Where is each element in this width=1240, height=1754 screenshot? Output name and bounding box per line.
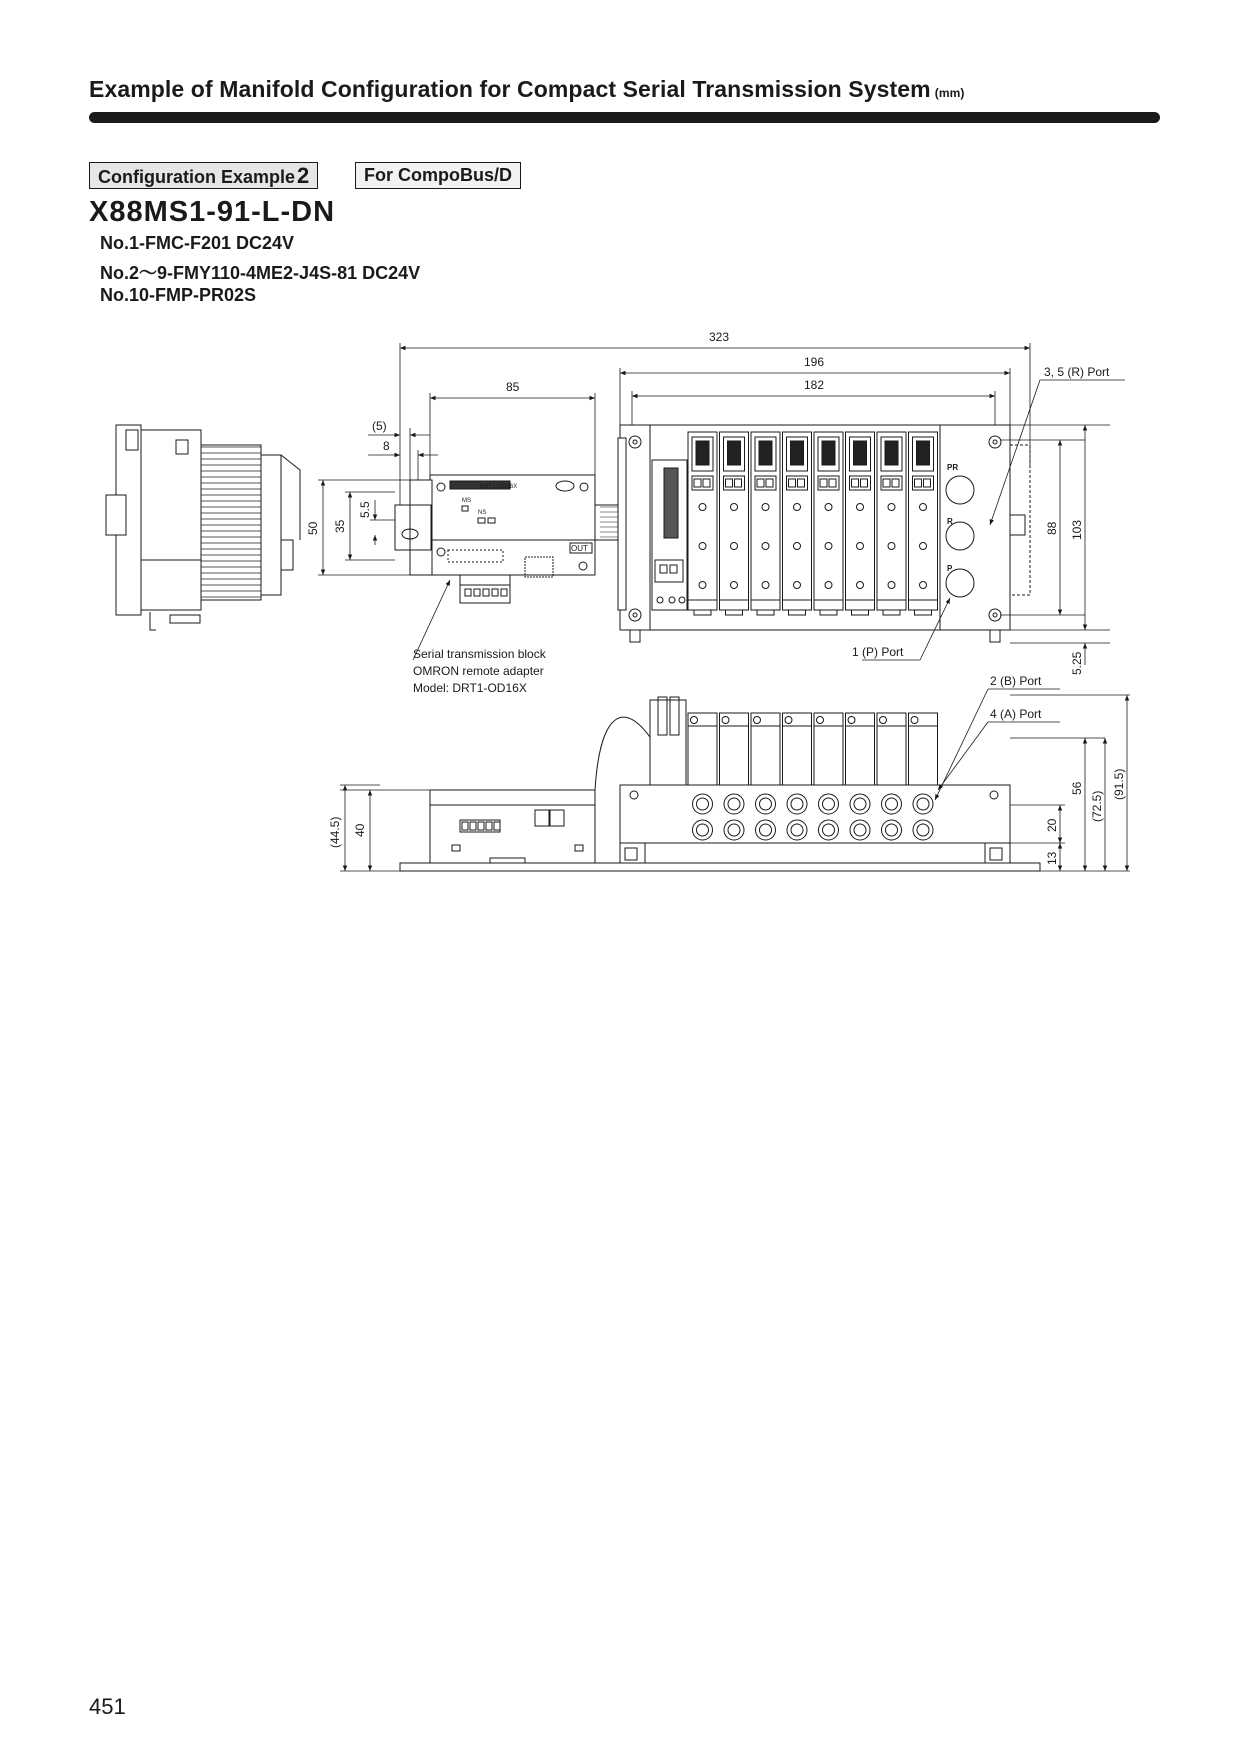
dim-50: 50 <box>306 521 320 535</box>
dim-56: 56 <box>1070 781 1084 795</box>
dim-5-paren: (5) <box>372 419 387 433</box>
page-title: Example of Manifold Configuration for Compact Serial Transmission System (mm) <box>89 76 965 102</box>
dim-91-5: (91.5) <box>1112 768 1126 800</box>
spec-line: No.10-FMP-PR02S <box>100 285 257 305</box>
config-example-tag: Configuration Example2 <box>89 162 318 189</box>
valve-station <box>751 432 780 615</box>
ms-label: MS <box>462 498 471 504</box>
dim-5-5: 5.5 <box>358 501 372 518</box>
p-port-label: P <box>947 564 953 573</box>
ns-label: NS <box>478 510 487 516</box>
unit-label: (mm) <box>934 86 965 100</box>
bus-type-tag: For CompoBus/D <box>355 162 521 189</box>
dim-323: 323 <box>709 330 730 344</box>
adapter-name: DRT1-OD16X <box>480 484 518 490</box>
port-p-label: 1 (P) Port <box>852 645 904 659</box>
dim-44-5: (44.5) <box>328 816 342 848</box>
callout-line-3: Model: DRT1-OD16X <box>413 681 527 695</box>
valve-station <box>783 432 812 615</box>
valve-station <box>688 432 717 615</box>
valve-station <box>720 432 749 615</box>
dim-103: 103 <box>1070 519 1084 540</box>
config-example-number: 2 <box>297 163 310 188</box>
front-view <box>400 697 1040 871</box>
out-label: OUT <box>571 544 588 553</box>
spec-line: No.2～9-FMY110-4ME2-J4S-81 DC24V <box>100 263 421 283</box>
valve-station <box>877 432 906 615</box>
valve-station <box>909 432 938 615</box>
page-number: 451 <box>89 1694 126 1719</box>
dim-88: 88 <box>1045 521 1059 535</box>
dim-196: 196 <box>804 355 825 369</box>
dim-13: 13 <box>1045 851 1059 865</box>
dim-72-5: (72.5) <box>1090 790 1104 822</box>
plan-view <box>395 425 1030 642</box>
dim-40: 40 <box>353 823 367 837</box>
dim-5-25: 5.25 <box>1070 651 1084 675</box>
spec-line: No.1-FMC-F201 DC24V <box>100 233 295 253</box>
model-number: X88MS1-91-L-DN <box>89 196 336 228</box>
r-port-label: R <box>947 517 953 526</box>
dim-8: 8 <box>383 439 390 453</box>
port-b-label: 2 (B) Port <box>990 674 1042 688</box>
port-a-label: 4 (A) Port <box>990 707 1042 721</box>
dim-182: 182 <box>804 378 825 392</box>
port-r-label: 3, 5 (R) Port <box>1044 365 1110 379</box>
dim-85: 85 <box>506 380 520 394</box>
dim-20: 20 <box>1045 818 1059 832</box>
side-view <box>106 425 300 630</box>
valve-station <box>814 432 843 615</box>
callout-line-1: Serial transmission block <box>413 647 546 661</box>
valve-station <box>846 432 875 615</box>
pr-port-label: PR <box>947 463 959 472</box>
callout-line-2: OMRON remote adapter <box>413 664 544 678</box>
dim-35: 35 <box>333 519 347 533</box>
